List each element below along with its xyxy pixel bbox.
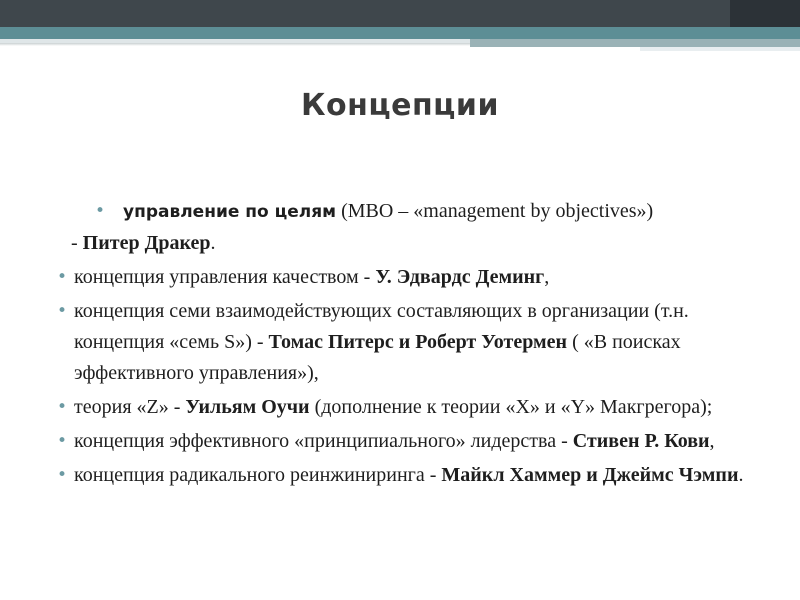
item-author: У. Эдвардс Деминг xyxy=(375,266,545,288)
header-bar-shadow xyxy=(0,43,470,46)
item-author: Стивен Р. Кови xyxy=(572,430,710,452)
item-text: (дополнение к теории «X» и «Y» Макгрегора); xyxy=(309,396,713,418)
bullet-icon: • xyxy=(57,301,68,321)
bullet-icon: • xyxy=(57,267,68,287)
header-bar-white-accent xyxy=(640,47,800,51)
item-text: концепция семи взаимодействующих составляющих в организации (т.н. концепция «семь S») - xyxy=(74,300,689,353)
item-continuation xyxy=(71,228,745,259)
item-text: , xyxy=(544,266,550,288)
slide-title: Концепции xyxy=(301,88,499,123)
list-item xyxy=(55,426,745,457)
bullet-list xyxy=(55,196,745,494)
list-item xyxy=(55,460,745,491)
item-author: Уильям Оучи xyxy=(185,396,310,418)
item-author: Питер Дракер xyxy=(82,232,211,254)
item-text: концепция эффективного «принципиального» лидерства - xyxy=(74,430,573,452)
bullet-icon: • xyxy=(95,201,106,221)
item-text: - xyxy=(71,232,83,254)
bullet-icon: • xyxy=(57,465,68,485)
bullet-icon: • xyxy=(57,397,68,417)
item-text: концепция радикального реинжиниринга - xyxy=(74,464,442,486)
header-bar-teal xyxy=(0,27,800,39)
header-bar-dark-accent xyxy=(730,0,800,27)
header-bar-teal-accent xyxy=(470,39,800,47)
item-author: Томас Питерс и Роберт Уотермен xyxy=(268,331,568,353)
item-text-bold: управление по целям xyxy=(123,202,337,222)
list-item xyxy=(55,196,745,259)
item-text: теория «Z» - xyxy=(74,396,186,418)
header-bar-dark xyxy=(0,0,800,27)
item-text: концепция управления качеством - xyxy=(74,266,376,288)
list-item xyxy=(55,392,745,423)
bullet-icon: • xyxy=(57,431,68,451)
list-item xyxy=(55,262,745,293)
item-author: Майкл Хаммер и Джеймс Чэмпи xyxy=(441,464,739,486)
item-text: (MBO – «management by objectives») xyxy=(336,200,654,222)
item-text: , xyxy=(709,430,715,452)
item-text: . xyxy=(210,232,216,254)
item-text: . xyxy=(738,464,744,486)
item-text: ( «В поисках эффективного управления»), xyxy=(74,331,681,384)
list-item xyxy=(55,296,745,389)
